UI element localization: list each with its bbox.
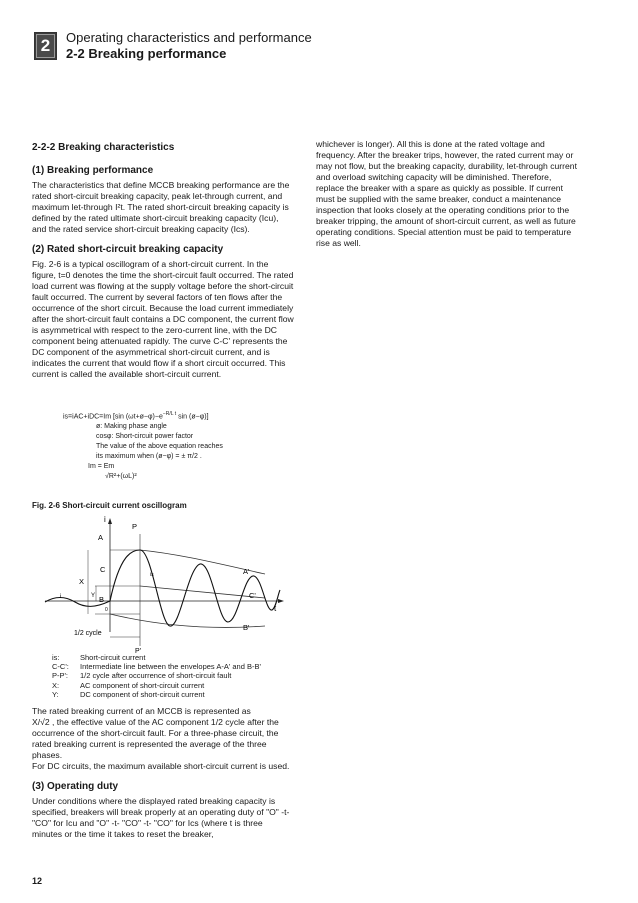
- label-a: A: [98, 533, 104, 542]
- label-half-cycle: 1/2 cycle: [74, 630, 102, 637]
- legend-row: is: Short-circuit current: [52, 653, 146, 662]
- page-header-subtitle: 2-2 Breaking performance: [66, 46, 227, 61]
- envelope-b-b: [110, 614, 265, 628]
- label-x: X: [79, 577, 85, 586]
- label-t-axis: t: [274, 604, 277, 613]
- label-y: Y: [91, 593, 96, 599]
- label-c-prime: C': [249, 591, 256, 600]
- paragraph-breaking-performance: The characteristics that define MCCB breaking performance are the rated short-circuit breaking capacity, peak let-through current, and maximum let-through I²t. The rated short-circuit breaking capacity is defined by the rated ultimate short-circuit breaking capacity (Icu), and the rated service short-circuit breaking capacity (Ics).: [32, 180, 290, 234]
- chapter-number: 2: [40, 36, 51, 55]
- legend-row: P-P': 1/2 cycle after occurrence of short-circuit fault: [52, 671, 232, 681]
- legend-row: C-C': Intermediate line between the envelopes A-A' and B-B': [52, 662, 261, 672]
- legend-row: X: AC component of short-circuit current: [52, 680, 205, 690]
- equation-line-6: Im = Em: [88, 463, 115, 471]
- figure-caption: Fig. 2-6 Short-circuit current oscillogram: [32, 501, 187, 510]
- paragraph-rated-breaking-intro: The rated breaking current of an MCCB is represented as: [32, 706, 251, 716]
- paragraph-operating-duty: Under conditions where the displayed rated breaking capacity is specified, breakers will break properly at an operating duty of "O" -t- "CO" for Icu and "O" -t- "CO" -t- "CO" for Ics (where t is three minutes or the time it takes to reset the breaker,: [32, 796, 290, 839]
- label-b: B: [99, 595, 105, 604]
- label-i-small: i: [60, 594, 62, 600]
- subsection-heading-1: (1) Breaking performance: [32, 165, 154, 176]
- equation-line-3: cosφ: Short-circuit power factor: [96, 433, 194, 441]
- equation-line-7: √R²+(ωL)²: [105, 473, 137, 481]
- legend-row: Y: DC component of short-circuit current: [52, 689, 205, 699]
- figure-legend: [52, 653, 261, 699]
- after-figure-text: [32, 706, 294, 840]
- page-header-title: Operating characteristics and performance: [66, 30, 312, 45]
- oscillogram-figure: [40, 514, 290, 654]
- paragraph-right-column: whichever is longer). All this is done at the rated voltage and frequency. After the breaker trips, however, the rated current may or may not flow, but the breaking capacity, durability, let-through current and overload switching capacity will be diminished. Therefore, replace the breaker with a spare as quickly as possible. If current must be supplied with the same breaker, conduct a maintenance inspection that looks closely at the operating conditions prior to the breaker tripping, the amount of short-circuit current, as well as future operating conditions. Special attention must be paid to temperature rise as well.: [316, 139, 577, 248]
- equation-line-2: ø: Making phase angle: [96, 423, 167, 431]
- equation-main-b: sin (ø−φ)]: [176, 413, 209, 421]
- t-axis-arrow: [278, 599, 284, 603]
- subsection-heading-3: (3) Operating duty: [32, 781, 119, 792]
- label-i-axis: i: [104, 515, 106, 524]
- section-heading: 2-2-2 Breaking characteristics: [32, 142, 175, 153]
- equation-exponent: −R/L t: [162, 411, 177, 417]
- equation-main: is=iAC+iDC=Im [sin (ωt+ø−φ)−e: [63, 413, 163, 421]
- envelope-c-c: [140, 586, 265, 598]
- paragraph-rated-capacity: Fig. 2-6 is a typical oscillogram of a short-circuit current. In the figure, t=0 denotes the time the short-circuit fault occurred. The rated load current was flowing at the supply voltage before the short-circuit fault occurred. The current by several factors of ten flows after the occurrence of the short circuit. Because the load current immediately after the short-circuit fault contains a DC component, the current flow is asymmetrical with respect to the zero-current line, with the DC component being attenuated rapidly. The curve C-C' represents the DC component of the asymmetrical short-circuit current, and is indicates the current that would flow if a short circuit occurred. This current is called the available short-circuit current.: [32, 259, 294, 379]
- label-p: P: [132, 522, 138, 531]
- label-is: is: [150, 572, 154, 578]
- label-p-prime: P': [135, 648, 142, 654]
- label-b-prime: B': [243, 623, 250, 632]
- page-number: 12: [32, 876, 43, 886]
- label-c: C: [100, 565, 106, 574]
- i-axis-arrow: [108, 518, 112, 524]
- left-column: [32, 142, 294, 380]
- equation-line-4: The value of the above equation reaches: [96, 443, 223, 451]
- chapter-badge: [34, 32, 57, 60]
- label-a-prime: A': [243, 567, 250, 576]
- label-zero: 0: [105, 607, 108, 613]
- subsection-heading-2: (2) Rated short-circuit breaking capacity: [32, 244, 224, 255]
- right-column: [316, 139, 578, 249]
- equation-line-5: its maximum when (ø−φ) = ± π/2 .: [96, 453, 202, 461]
- paragraph-rated-breaking-current: X/√2 , the effective value of the AC component 1/2 cycle after the occurrence of the short-circuit fault. For a three-phase circuit, the rated breaking current is represented the average of the three phases.: [32, 717, 279, 760]
- paragraph-dc-circuits: For DC circuits, the maximum available short-circuit current is used.: [32, 761, 290, 771]
- equation-block: [63, 409, 303, 482]
